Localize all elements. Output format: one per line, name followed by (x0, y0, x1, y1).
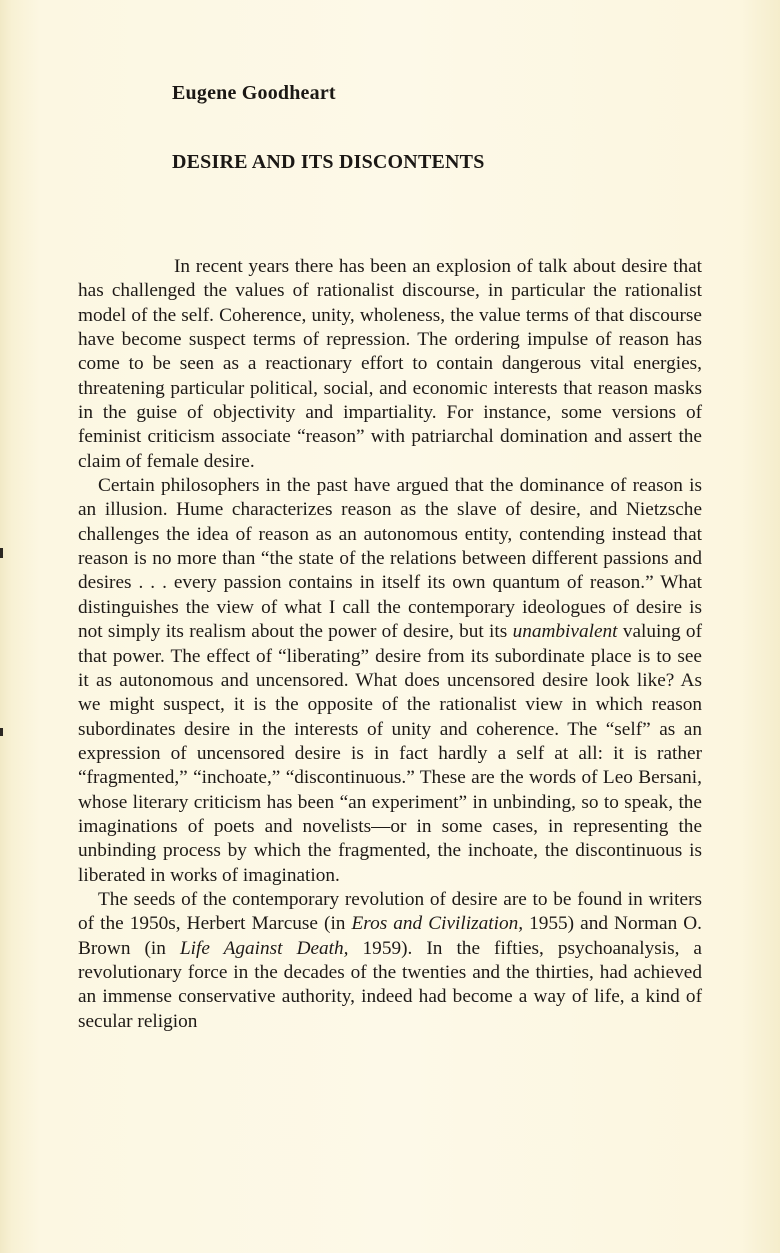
text-run: 1955) and Norman O. Brown (in (78, 913, 703, 959)
page-edge-mark (0, 548, 3, 558)
text-run: 1959). In the fifties, psychoanalysis, a revolutionary force in the decades of the twenties and the thirties, had achieved an immense conservative authority, indeed had become a way of life, a kind of secular religion (78, 937, 702, 1032)
page-edge-mark (0, 728, 3, 736)
text-run: Certain philosophers in the past have argued that the dominance of reason is an illusion. Hume characterizes reason as the slave of desire, and Nietzsche challenges the idea of reason as an autonomous entity, contending instead that reason is no more than “the state of the relations between different passions and desires . . . every passion contains in itself its own quantum of reason.” What distinguishes the view of what I call the contemporary ideologues of desire is not simply its realism about the power of desire, but its (78, 475, 702, 643)
text-run: The seeds of the contemporary revolution of desire are to be found in writers of the 1950s, Herbert Marcuse (in (78, 888, 702, 935)
paragraph (78, 474, 702, 888)
paragraph (78, 255, 702, 474)
emphasis-text: unambivalent (512, 621, 618, 643)
book-title-text: Life Against Death, (179, 937, 349, 959)
text-run: In recent years there has been an explosion of talk about desire that has challenged the values of rationalist discourse, in particular the rationalist model of the self. Coherence, unity, wholeness, the value terms of that discourse have become suspect terms of repression. The ordering impulse of reason has come to be seen as a reactionary effort to contain dangerous vital energies, threatening particular political, social, and economic interests that reason masks in the guise of objectivity and impartiality. For instance, some versions of feminist criticism associate “reason” with patriarchal domination and assert the claim of female desire. (78, 256, 702, 472)
paragraph (78, 888, 702, 1034)
author-name: Eugene Goodheart (172, 82, 336, 104)
book-title-text: Eros and Civilization, (351, 913, 524, 935)
article-body (78, 255, 702, 1034)
article-title: DESIRE AND ITS DISCONTENTS (172, 151, 485, 173)
text-run: valuing of that power. The effect of “liberating” desire from its subordinate place is to see it as autonomous and uncensored. What does uncensored desire look like? As we might suspect, it is the opposite of the rationalist view in which reason subordinates desire in the interests of unity and coherence. The “self” as an expression of uncensored desire is in fact hardly a self at all: it is rather “fragmented,” “inchoate,” “discontinuous.” These are the words of Leo Bersani, whose literary criticism has been “an experiment” in unbinding, so to speak, the imaginations of poets and novelists—or in some cases, in representing the unbinding process by which the fragmented, the inchoate, the discontinuous is liberated in works of imagination. (78, 621, 702, 886)
